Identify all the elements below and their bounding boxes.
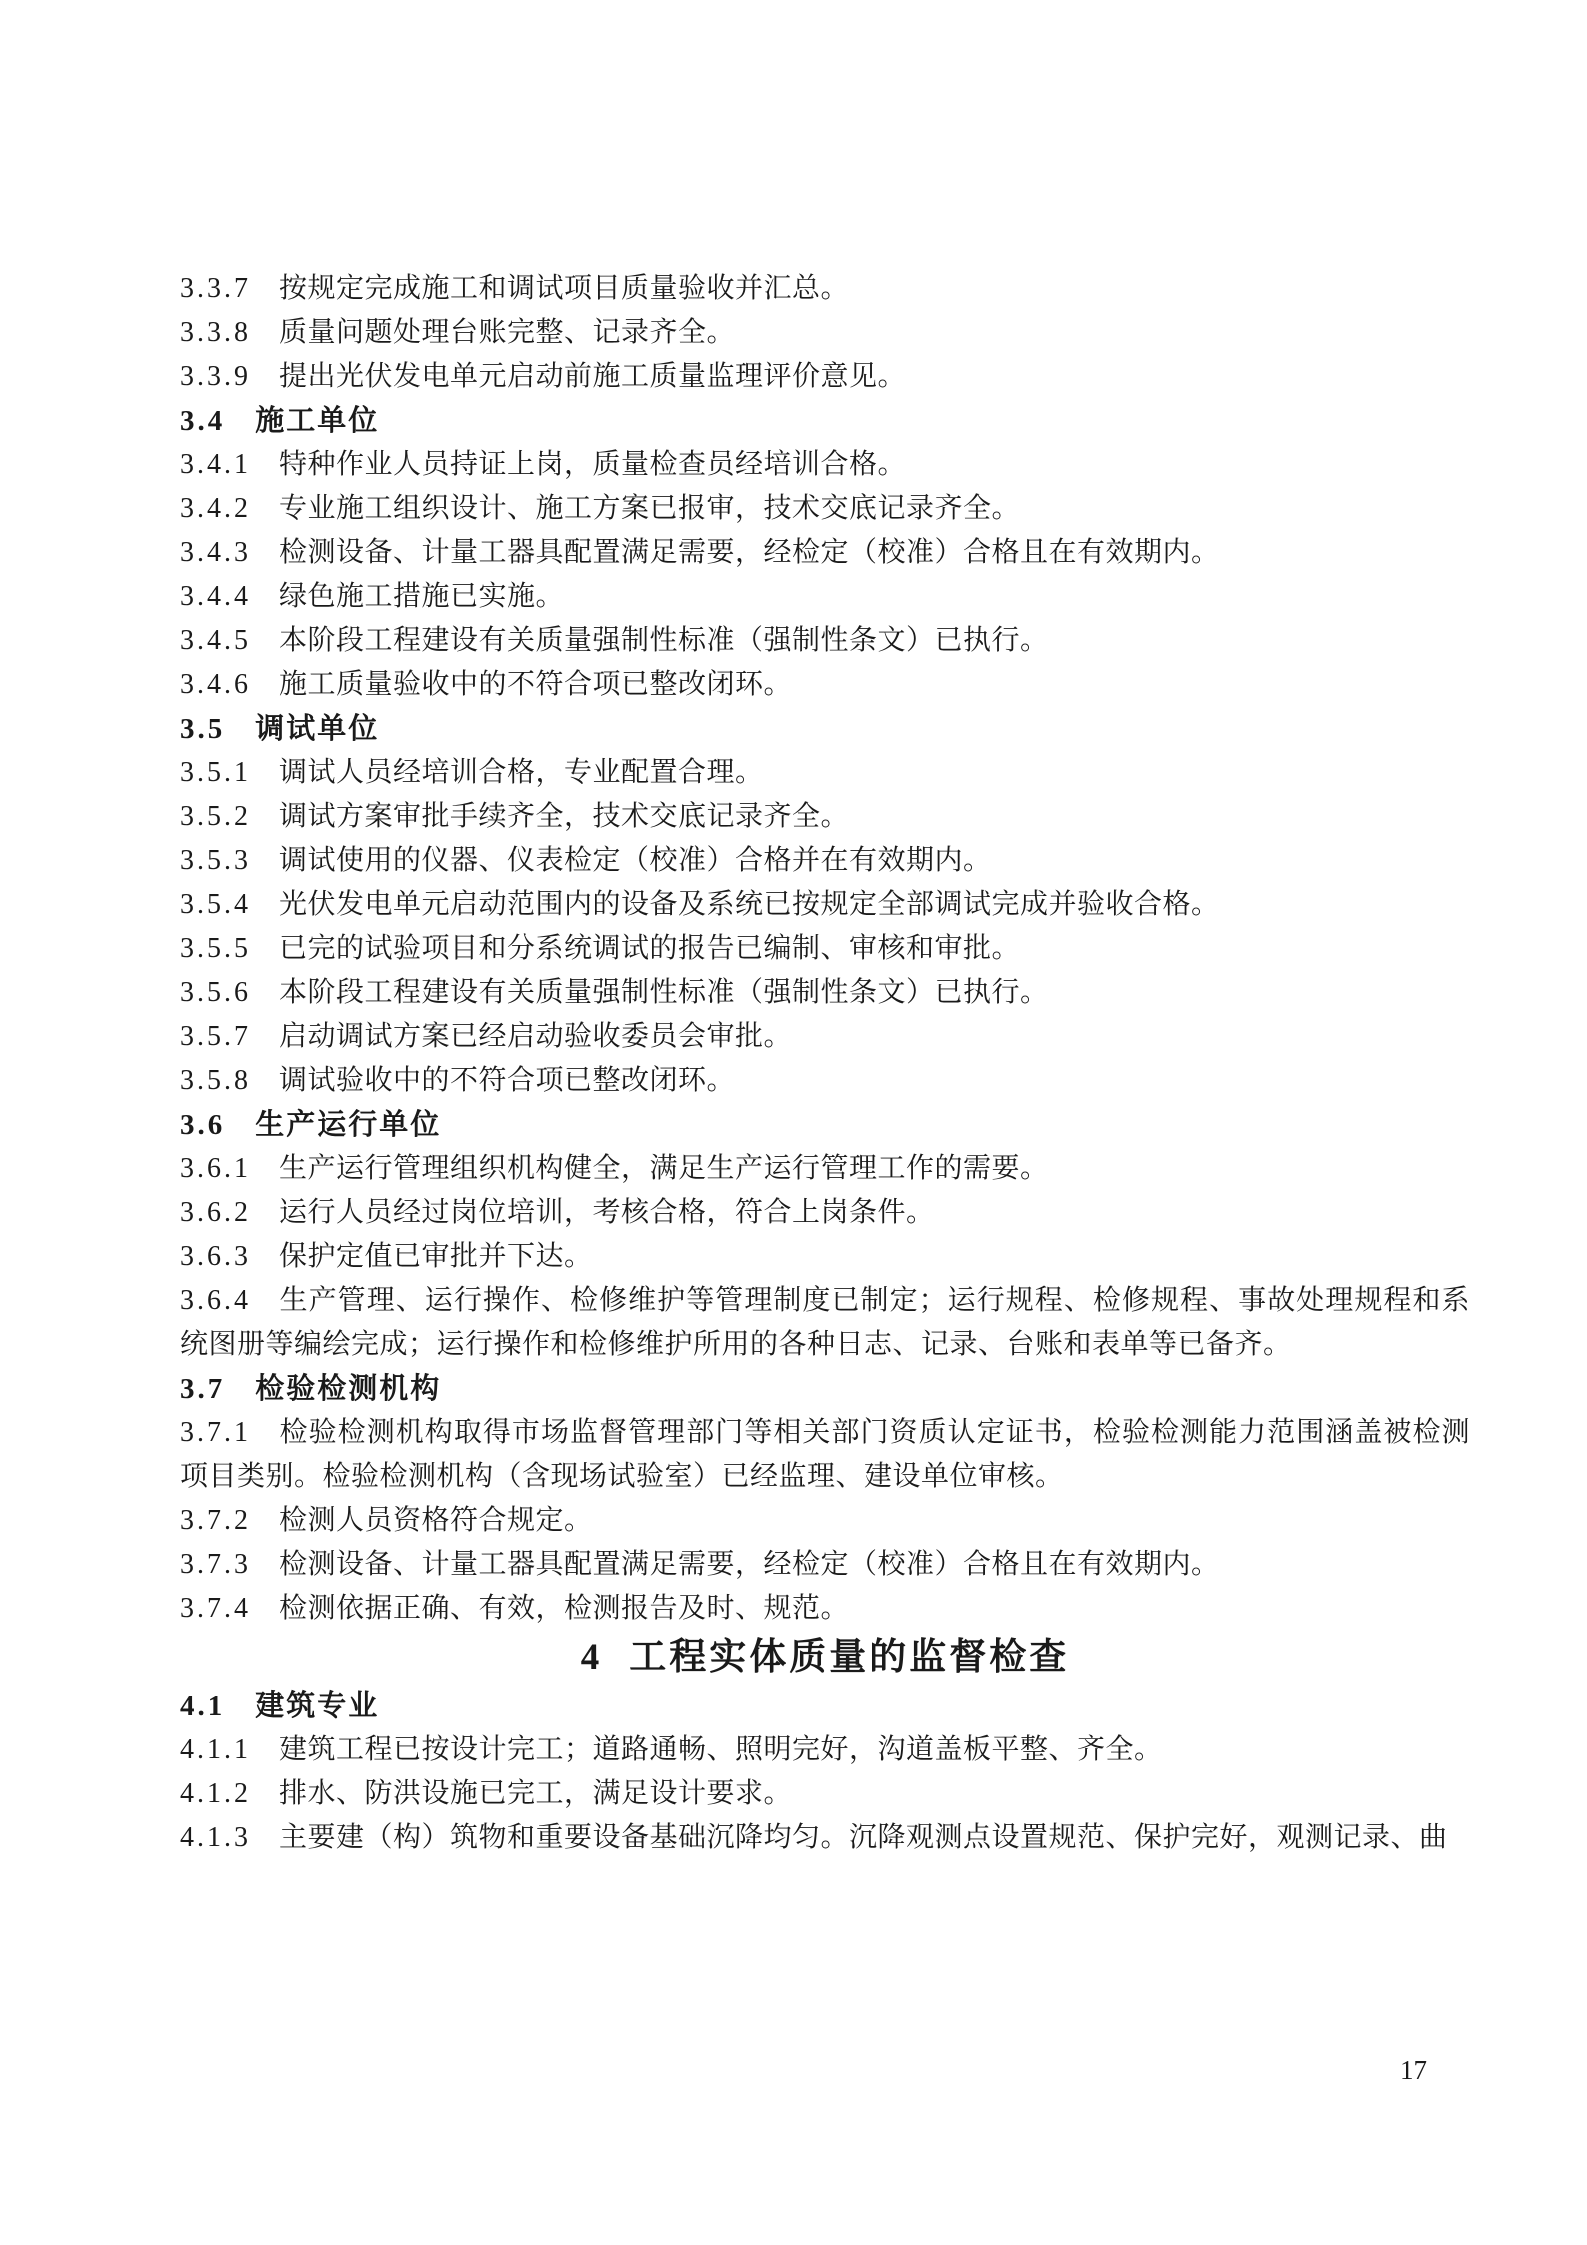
page-number: 17 <box>1400 2055 1427 2085</box>
clause <box>180 1543 1470 1587</box>
clause-number: 3.7.1 <box>180 1417 251 1448</box>
clause-text: 本阶段工程建设有关质量强制性标准（强制性条文）已执行。 <box>279 977 1049 1008</box>
section-heading-text: 调试单位 <box>255 713 380 745</box>
clause <box>180 663 1470 707</box>
clause-text: 绿色施工措施已实施。 <box>279 581 565 612</box>
clause-text: 按规定完成施工和调试项目质量验收并汇总。 <box>279 273 850 304</box>
clause-number: 3.4.5 <box>180 625 251 656</box>
clause-number: 3.6.4 <box>180 1285 251 1316</box>
clause-text: 检验检测机构取得市场监督管理部门等相关部门资质认定证书，检验检测能力范围涵盖被检测项目类别。检验检测机构（含现场试验室）已经监理、建设单位审核。 <box>180 1417 1470 1492</box>
chapter-heading-number: 4 <box>580 1637 600 1678</box>
clause <box>180 311 1470 355</box>
clause-text: 启动调试方案已经启动验收委员会审批。 <box>279 1021 793 1052</box>
clause <box>180 839 1470 883</box>
clause-number: 3.5.1 <box>180 757 251 788</box>
clause-number: 3.5.8 <box>180 1065 251 1096</box>
clause-text: 检测人员资格符合规定。 <box>279 1505 593 1536</box>
clause <box>180 619 1470 663</box>
clause-text: 提出光伏发电单元启动前施工质量监理评价意见。 <box>279 361 907 392</box>
clause-text: 调试使用的仪器、仪表检定（校准）合格并在有效期内。 <box>279 845 992 876</box>
clause <box>180 1059 1470 1103</box>
clause-number: 3.4.4 <box>180 581 251 612</box>
section-heading <box>180 399 1470 443</box>
clause <box>180 883 1470 927</box>
clause-number: 3.5.6 <box>180 977 251 1008</box>
clause <box>180 1772 1470 1816</box>
clause-number: 3.4.2 <box>180 493 251 524</box>
clause <box>180 795 1470 839</box>
section-heading-number: 3.5 <box>180 713 226 745</box>
section-heading <box>180 1367 1470 1411</box>
section-heading-number: 4.1 <box>180 1690 226 1722</box>
clause-text: 光伏发电单元启动范围内的设备及系统已按规定全部调试完成并验收合格。 <box>279 889 1220 920</box>
clause <box>180 575 1470 619</box>
clause <box>180 971 1470 1015</box>
clause-text: 专业施工组织设计、施工方案已报审，技术交底记录齐全。 <box>279 493 1021 524</box>
clause-number: 3.4.3 <box>180 537 251 568</box>
clause-number: 3.3.9 <box>180 361 251 392</box>
clause-number: 3.5.5 <box>180 933 251 964</box>
clause <box>180 1191 1470 1235</box>
clause-number: 3.5.2 <box>180 801 251 832</box>
clause-text: 检测设备、计量工器具配置满足需要，经检定（校准）合格且在有效期内。 <box>279 537 1220 568</box>
clause-text: 调试验收中的不符合项已整改闭环。 <box>279 1065 736 1096</box>
clause <box>180 927 1470 971</box>
clause-number: 4.1.1 <box>180 1734 251 1765</box>
section-heading-text: 生产运行单位 <box>255 1109 442 1141</box>
clause-text: 运行人员经过岗位培训，考核合格，符合上岗条件。 <box>279 1197 935 1228</box>
clause-text: 特种作业人员持证上岗，质量检查员经培训合格。 <box>279 449 907 480</box>
clause <box>180 1728 1470 1772</box>
clause-text: 施工质量验收中的不符合项已整改闭环。 <box>279 669 793 700</box>
clause <box>180 1015 1470 1059</box>
clause-number: 3.6.2 <box>180 1197 251 1228</box>
clause-number: 4.1.2 <box>180 1778 251 1809</box>
clause-number: 3.7.3 <box>180 1549 251 1580</box>
chapter-heading-text: 工程实体质量的监督检查 <box>629 1636 1070 1677</box>
clause-text: 检测设备、计量工器具配置满足需要，经检定（校准）合格且在有效期内。 <box>279 1549 1220 1580</box>
section-heading-text: 建筑专业 <box>255 1690 380 1722</box>
clause <box>180 1411 1470 1499</box>
clause-number: 3.5.3 <box>180 845 251 876</box>
clause-number: 3.5.4 <box>180 889 251 920</box>
clause-text: 保护定值已审批并下达。 <box>279 1241 593 1272</box>
clause-text: 生产管理、运行操作、检修维护等管理制度已制定；运行规程、检修规程、事故处理规程和系统图册等编绘完成；运行操作和检修维护所用的各种日志、记录、台账和表单等已备齐。 <box>180 1285 1470 1360</box>
clause-text: 质量问题处理台账完整、记录齐全。 <box>279 317 736 348</box>
section-heading-text: 施工单位 <box>255 405 380 437</box>
clause <box>180 531 1470 575</box>
clause-number: 3.5.7 <box>180 1021 251 1052</box>
clause-text: 检测依据正确、有效，检测报告及时、规范。 <box>279 1593 850 1624</box>
clause-text: 已完的试验项目和分系统调试的报告已编制、审核和审批。 <box>279 933 1021 964</box>
section-heading-text: 检验检测机构 <box>255 1373 442 1405</box>
clause <box>180 1499 1470 1543</box>
clause-number: 3.3.7 <box>180 273 251 304</box>
clause-text: 生产运行管理组织机构健全，满足生产运行管理工作的需要。 <box>279 1153 1049 1184</box>
clause-number: 3.3.8 <box>180 317 251 348</box>
clause-text: 排水、防洪设施已完工，满足设计要求。 <box>279 1778 793 1809</box>
clause <box>180 443 1470 487</box>
section-heading-number: 3.6 <box>180 1109 226 1141</box>
clause <box>180 1816 1470 1860</box>
clause-text: 建筑工程已按设计完工；道路通畅、照明完好，沟道盖板平整、齐全。 <box>279 1734 1163 1765</box>
clause-number: 3.4.1 <box>180 449 251 480</box>
clause <box>180 1587 1470 1631</box>
clause <box>180 267 1470 311</box>
clause-text: 调试人员经培训合格，专业配置合理。 <box>279 757 764 788</box>
clause <box>180 1279 1470 1367</box>
section-heading <box>180 707 1470 751</box>
clause-text: 调试方案审批手续齐全，技术交底记录齐全。 <box>279 801 850 832</box>
clause-number: 3.7.4 <box>180 1593 251 1624</box>
section-heading <box>180 1103 1470 1147</box>
section-heading-number: 3.7 <box>180 1373 226 1405</box>
clause <box>180 1147 1470 1191</box>
clause-number: 3.4.6 <box>180 669 251 700</box>
clause-text: 本阶段工程建设有关质量强制性标准（强制性条文）已执行。 <box>279 625 1049 656</box>
clause <box>180 751 1470 795</box>
clause-text: 主要建（构）筑物和重要设备基础沉降均匀。沉降观测点设置规范、保护完好，观测记录、曲 <box>279 1822 1448 1853</box>
clause <box>180 487 1470 531</box>
section-heading-number: 3.4 <box>180 405 226 437</box>
clause-number: 3.6.3 <box>180 1241 251 1272</box>
clause-number: 3.6.1 <box>180 1153 251 1184</box>
clause <box>180 355 1470 399</box>
clause-number: 3.7.2 <box>180 1505 251 1536</box>
clause <box>180 1235 1470 1279</box>
section-heading <box>180 1684 1470 1728</box>
chapter-heading <box>180 1631 1470 1684</box>
clause-number: 4.1.3 <box>180 1822 251 1853</box>
